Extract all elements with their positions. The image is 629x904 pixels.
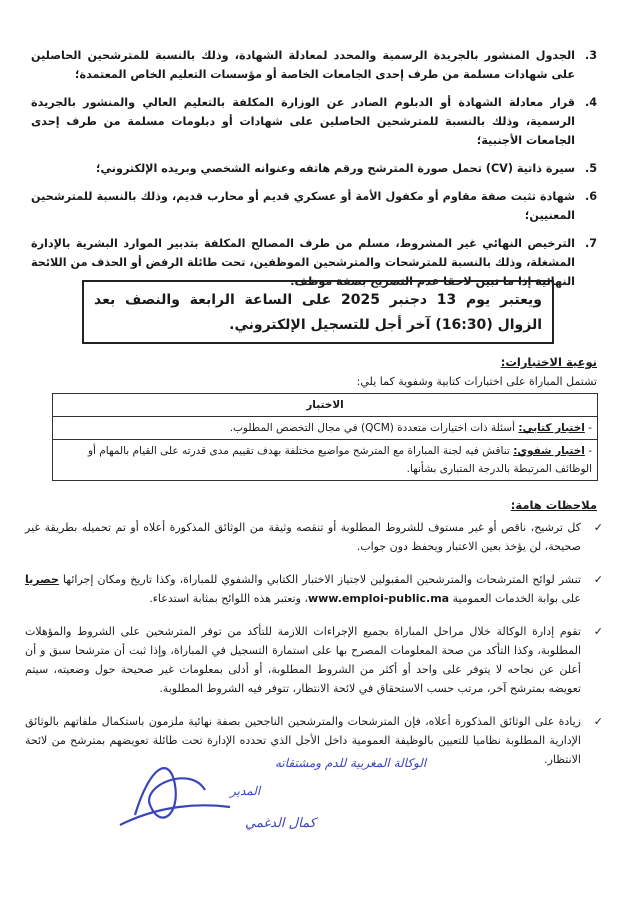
stamp-agency: الوكالة المغربية للدم ومشتقاته	[275, 756, 427, 770]
list-item: ✓ كل ترشيح، ناقص أو غير مستوف للشروط المطلوبة أو تنقصه وثيقة من الوثائق المذكورة أعلاه أو تم تحميله بطريقة غير صحيحة، لن يؤخذ بعين الاعتبار ويحفظ دون جواب.	[25, 518, 605, 556]
checkmark-icon: ✓	[593, 715, 603, 728]
list-item: 5. سيرة ذاتية (CV) تحمل صورة المترشح ورقم هاتفه وعنوانه الشخصي وبريده الإلكتروني؛	[96, 162, 597, 175]
required-documents-list	[31, 46, 597, 300]
stamp-role: المدير	[230, 784, 261, 798]
notes-list	[25, 518, 605, 783]
list-item: 3. الجدول المنشور بالجريدة الرسمية والمحدد لمعادلة الشهادة، وذلك بالنسبة للمترشحين الحاصلين على شهادات مسلمة من طرف إحدى الجامعات الخاصة أو مؤسسات التعليم الخاص المعتمدة؛	[31, 49, 597, 81]
deadline-box: ويعتبر يوم 13 دجنبر 2025 على الساعة الرابعة والنصف بعد الزوال (16:30) آخر أجل للتسجيل الإلكتروني.	[82, 280, 554, 344]
notes-title: ملاحظات هامة:	[510, 498, 597, 512]
list-item: ✓ زيادة على الوثائق المذكورة أعلاه، فإن المترشحات والمترشحين الناجحين بصفة نهائية ملزمون باستكمال ملفاتهم بالوثائق الإدارية المطلوبة نظاميا للتعيين بالوظيفة العمومية داخل الأجل الذي تحدده الإدارة تحت طائلة تعويضهم بمترشح من لائحة الانتظار.	[25, 712, 605, 769]
portal-link[interactable]: www.emploi-public.ma	[307, 592, 450, 605]
table-header: الاختبار	[53, 394, 598, 417]
checkmark-icon: ✓	[593, 521, 603, 534]
checkmark-icon: ✓	[593, 573, 603, 586]
oral-exam-label: اختبار شفوي:	[513, 445, 585, 457]
list-item: 7. الترخيص النهائي غير المشروط، مسلم من طرف المصالح المكلفة بتدبير الموارد البشرية بالإدارة المشغلة، وذلك بالنسبة للمترشحات والمترشحين الموظفين، تحت طائلة الرفض أو الحذف من اللائحة النهائية إذا ما تبين لاحقا عدم التصريح بصفة موظف.	[31, 237, 597, 288]
list-item: 4. قرار معادلة الشهادة أو الدبلوم الصادر عن الوزارة المكلفة بالتعليم العالي والمنشور بالجريدة الرسمية، وذلك بالنسبة للمترشحين الحاصلين على شهادات أو دبلومات مسلمة من طرف إحدى الجامعات الأجنبية؛	[31, 96, 597, 147]
exam-types-title: نوعية الاختبارات:	[500, 355, 597, 369]
handwritten-signature	[120, 768, 230, 825]
written-exam-label: اختبار كتابي:	[518, 422, 585, 434]
list-item: ✓ تنشر لوائح المترشحات والمترشحين المقبولين لاجتياز الاختبار الكتابي والشفوي للمباراة، وكذا تاريخ ومكان إجرائها حصريا على بوابة الخدمات العمومية www.emploi-public.ma، وتعتبر هذه اللوائح بمثابة استدعاء.	[25, 570, 605, 608]
table-row: - اختبار شفوي: تناقش فيه لجنة المباراة مع المترشح مواضيع مختلفة بهدف تقييم مدى قدرته على القيام بالمهام أو الوظائف المرتبطة بالدرجة المتبارى بشأنها.	[53, 440, 598, 481]
table-row: - اختبار كتابي: أسئلة ذات اختيارات متعددة (QCM) في مجال التخصص المطلوب.	[53, 417, 598, 440]
list-item: ✓ تقوم إدارة الوكالة خلال مراحل المباراة بجميع الإجراءات اللازمة للتأكد من توفر المترشحين على الشروط والمؤهلات المطلوبة، وكذا التأكد من صحة المعلومات المصرح بها على استمارة التسجيل في المباراة، وإذا ثبت أن مترشحا سبق و أن أعلن عن نجاحه لا يتوفر على واحد أو أكثر من الشروط المطلوبة، أو أدلى بمعلومات غير صحيحة حول وضعيته، سيتم تعويضه بمترشح آخر، مرتب حسب الاستحقاق في لائحة الانتظار، تتوفر فيه الشروط المطلوبة.	[25, 622, 605, 698]
stamp-name: كمال الدغمي	[245, 816, 316, 831]
checkmark-icon: ✓	[593, 625, 603, 638]
list-item: 6. شهادة تثبت صفة مقاوم أو مكفول الأمة أو عسكري قديم أو محارب قديم، وذلك بالنسبة للمترشحين المعنيين؛	[31, 190, 597, 222]
exam-types-intro: تشتمل المباراة على اختبارات كتابية وشفوية كما يلي:	[356, 375, 597, 388]
signature-stamp	[80, 745, 427, 845]
exam-table	[52, 393, 598, 481]
